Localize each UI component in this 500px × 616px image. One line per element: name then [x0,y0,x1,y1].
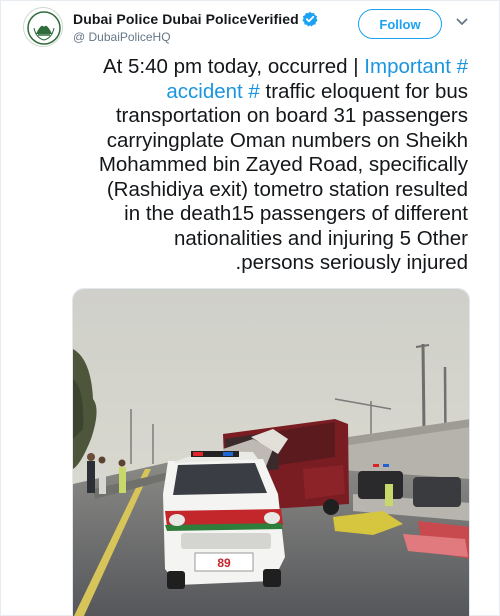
tweet-text-segment: At 5:40 pm today, occurred | [102,55,365,78]
tweet-line: Mohammed bin Zayed Road, specifically [98,153,468,176]
dubai-police-emblem-icon [24,8,63,47]
tweet-line [41,80,468,105]
display-name[interactable]: Dubai Police Dubai PoliceVerified [73,11,299,27]
tweet-line: nationalities and injuring 5 Other [173,226,468,250]
tweet-text-segment: traffic eloquent for bus [259,79,468,103]
hashtag-link[interactable]: Important # [364,55,468,78]
follow-button[interactable]: Follow [358,9,442,39]
tweet-line [41,55,468,80]
license-plate-text: 89 [217,556,231,570]
tweet-text [41,55,468,276]
tweet-line: in the death15 passengers of different [124,202,468,225]
accident-scene-image [73,289,470,616]
tweet-line: transportation on board 31 passengers [115,104,468,127]
account-handle[interactable]: @ DubaiPoliceHQ [73,30,171,44]
chevron-down-icon[interactable] [455,15,469,29]
hashtag-link[interactable]: accident # [166,79,260,103]
avatar[interactable] [23,7,63,47]
author-name-row[interactable] [73,10,318,28]
tweet-line: carryingplate Oman numbers on Sheikh [106,128,468,152]
tweet-line: (Rashidiya exit) tometro station resulted [106,177,468,201]
tweet-photo[interactable] [72,288,470,616]
verified-badge-icon [302,11,318,27]
tweet-line: .persons seriously injured [235,251,468,274]
